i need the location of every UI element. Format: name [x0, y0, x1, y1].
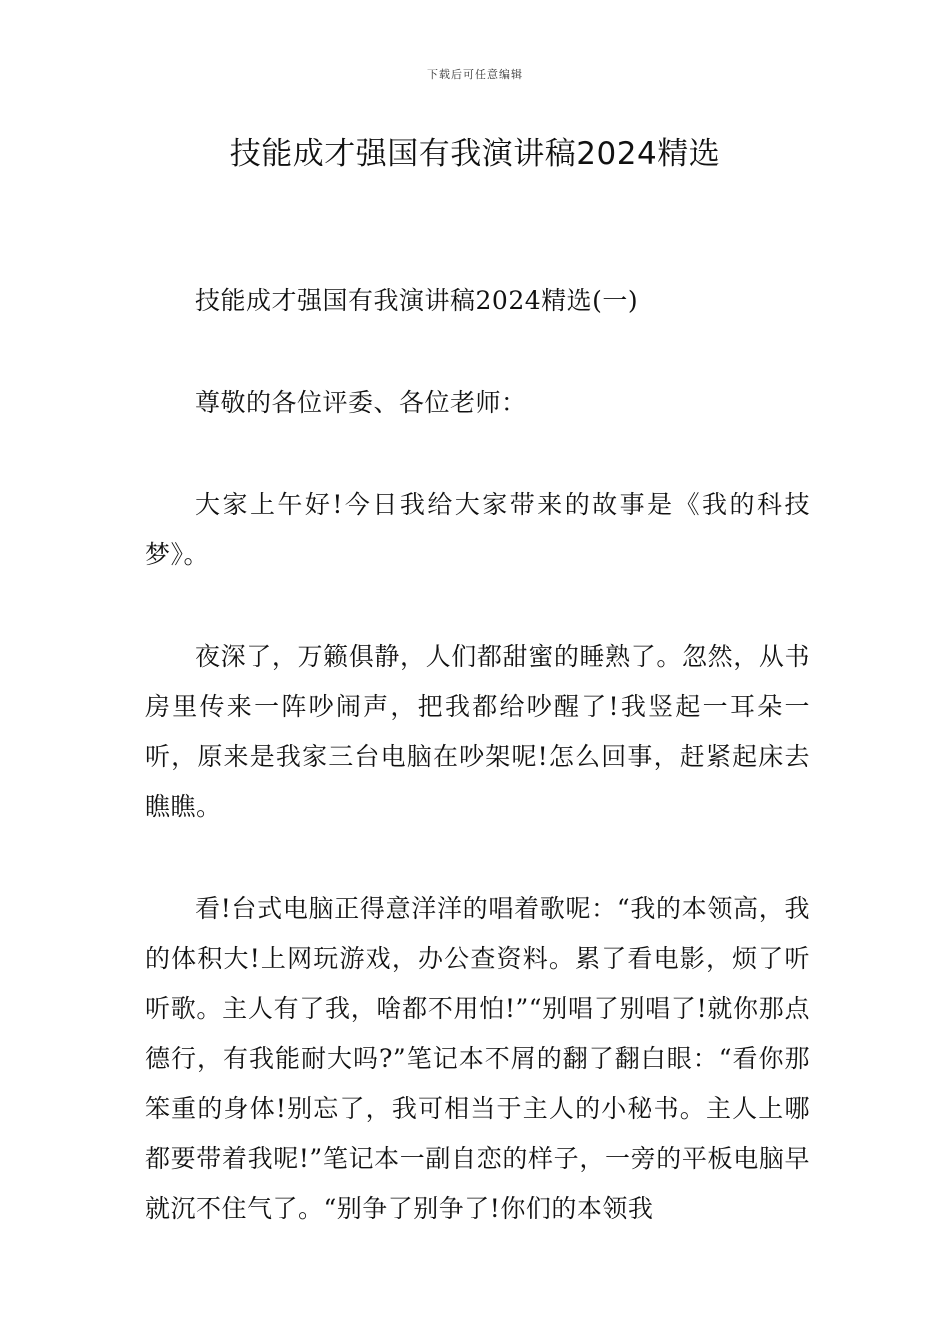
paragraph-greeting: 大家上午好!今日我给大家带来的故事是《我的科技梦》。	[145, 490, 810, 569]
header-note: 下载后可任意编辑	[427, 68, 523, 81]
paragraph-night: 夜深了，万籁俱静，人们都甜蜜的睡熟了。忽然，从书房里传来一阵吵闹声，把我都给吵醒了!我竖起一耳朵一听，原来是我家三台电脑在吵架呢!怎么回事，赶紧起床去瞧瞧。	[145, 642, 810, 821]
paragraph-subtitle: 技能成才强国有我演讲稿2024精选(一)	[195, 286, 639, 315]
paragraph-salutation: 尊敬的各位评委、各位老师：	[195, 388, 527, 417]
document-body	[145, 276, 810, 1286]
document-title: 技能成才强国有我演讲稿2024精选	[229, 136, 721, 172]
paragraph-computers: 看!台式电脑正得意洋洋的唱着歌呢：“我的本领高，我的体积大!上网玩游戏，办公查资料。累了看电影，烦了听听歌。主人有了我，啥都不用怕!”“别唱了别唱了!就你那点德行，有我能耐大吗?”笔记本不屑的翻了翻白眼：“看你那笨重的身体!别忘了，我可相当于主人的小秘书。主人上哪都要带着我呢!”笔记本一副自恋的样子，一旁的平板电脑早就沉不住气了。“别争了别争了!你们的本领我	[145, 894, 810, 1223]
